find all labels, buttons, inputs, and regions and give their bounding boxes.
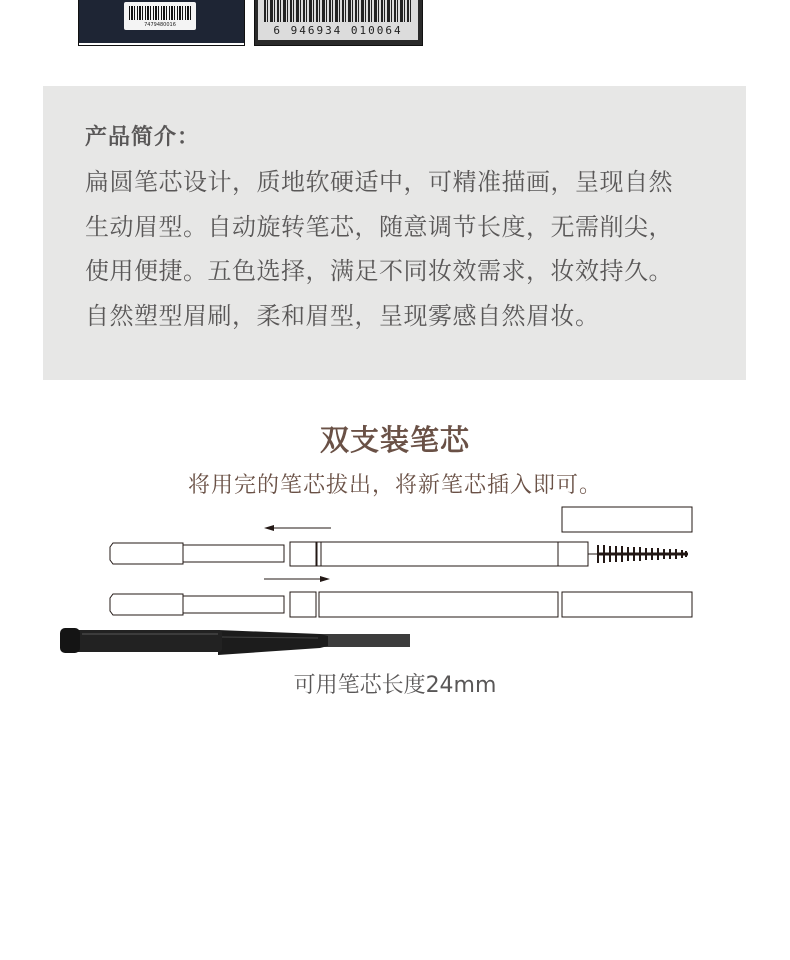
intro-line: 生动眉型。自动旋转笔芯，随意调节长度，无需削尖，	[85, 212, 673, 241]
intro-line: 自然塑型眉刷，柔和眉型，呈现雾感自然眉妆。	[85, 301, 600, 330]
product-intro-panel	[43, 86, 746, 380]
arrow-left-icon	[264, 525, 331, 531]
intro-title: 产品简介：	[85, 125, 201, 150]
photo-bottom-rule	[79, 43, 244, 45]
product-photo-packaging	[78, 0, 245, 46]
intro-text	[85, 160, 725, 338]
pencil-diagram-bottom	[110, 592, 692, 617]
intro-line: 使用便捷。五色选择，满足不同妆效需求，妆效持久。	[85, 257, 673, 285]
refill-end-cap	[60, 628, 80, 653]
barcode-sticker	[124, 2, 196, 30]
cap-outline	[562, 592, 692, 617]
refill-lead-photo	[60, 628, 410, 655]
refill-section-title: 双支装笔芯	[319, 423, 470, 457]
refill-holder-body	[218, 630, 328, 655]
refill-holder-shaft	[74, 630, 222, 652]
pencil-barrel-outline	[319, 592, 558, 617]
barcode-icon	[264, 0, 412, 22]
barcode-label	[258, 0, 418, 40]
refill-instruction: 将用完的笔芯拔出，将新笔芯插入即可。	[187, 473, 602, 498]
brush-neck-outline	[558, 542, 588, 566]
arrow-right-icon	[264, 576, 330, 582]
cap-outline	[562, 507, 692, 532]
refill-lead-outline	[110, 594, 183, 615]
refill-connector-outline	[290, 592, 316, 617]
refill-holder-outline	[183, 596, 284, 613]
barcode-number: 7479480016	[144, 22, 176, 28]
pencil-lead	[320, 634, 410, 647]
refill-lead-outline	[110, 543, 183, 564]
intro-line: 扁圆笔芯设计，质地软硬适中，可精准描画，呈现自然	[85, 168, 673, 196]
refill-holder-outline	[183, 545, 284, 562]
refill-diagram	[0, 500, 790, 670]
pencil-barrel-outline	[317, 542, 558, 566]
refill-length-note: 可用笔芯长度24mm	[293, 673, 497, 698]
barcode-icon	[129, 6, 191, 20]
product-photo-box	[254, 0, 423, 46]
barcode-number: 6 946934 010064	[273, 24, 403, 37]
refill-connector-outline	[290, 542, 316, 566]
spoolie-brush-icon	[598, 545, 688, 563]
